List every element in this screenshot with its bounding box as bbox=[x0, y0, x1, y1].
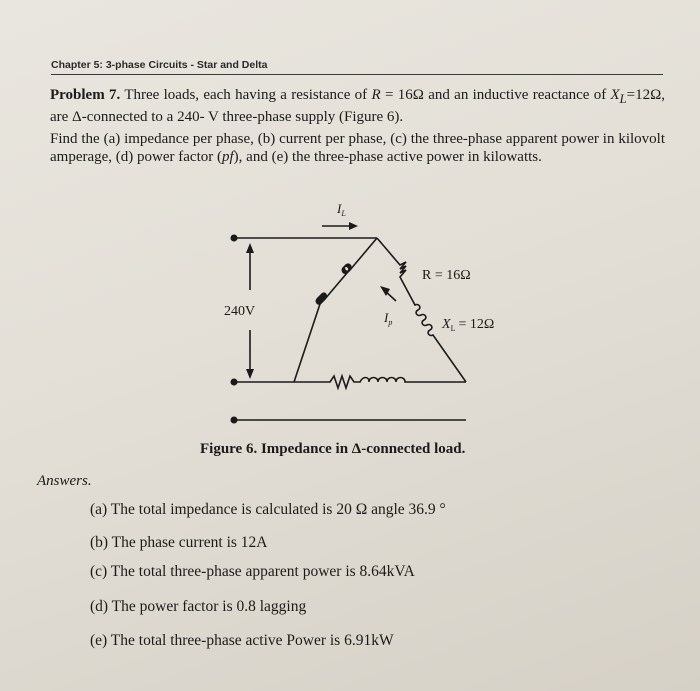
answer-a: (a) The total impedance is calculated is 20 Ω angle 36.9 ° bbox=[90, 501, 446, 518]
r-label: R = 16Ω bbox=[422, 268, 471, 283]
problem-text-1: Three loads, each having a resistance of bbox=[124, 87, 368, 103]
chapter-header: Chapter 5: 3-phase Circuits - Star and Delta bbox=[51, 59, 663, 75]
terminal-middle bbox=[231, 379, 238, 386]
answer-d: (d) The power factor is 0.8 lagging bbox=[90, 598, 307, 615]
answer-c: (c) The total three-phase apparent power is 8.64kVA bbox=[90, 563, 415, 580]
il-arrowhead bbox=[349, 222, 358, 230]
problem-text-2: and an inductive reactance of bbox=[428, 87, 607, 103]
answer-e: (e) The total three-phase active Power is 6.91kW bbox=[90, 632, 394, 649]
r-value: = 16Ω bbox=[384, 87, 424, 103]
xl-subscript: L bbox=[619, 92, 627, 106]
delta-circuit-diagram bbox=[210, 195, 510, 435]
left-branch bbox=[294, 238, 377, 382]
terminal-top bbox=[231, 235, 238, 242]
voltage-arrowhead-down bbox=[246, 369, 254, 379]
bottom-branch bbox=[294, 376, 466, 388]
right-branch bbox=[377, 238, 466, 382]
voltage-label: 240V bbox=[224, 304, 256, 319]
xl-value: =12Ω bbox=[626, 87, 662, 103]
r-symbol: R bbox=[371, 87, 381, 103]
answers-label: Answers. bbox=[37, 473, 92, 489]
problem-text-3: , are Δ-connected to a 240- V three-phase supply (Figure 6). bbox=[50, 87, 665, 125]
problem-statement bbox=[50, 86, 665, 170]
find-text-1: Find the (a) impedance per phase, (b) current per phase, (c) the three-phase apparent power in kilovolt amperage, (d) power factor ( bbox=[50, 131, 665, 165]
terminal-bottom bbox=[231, 417, 238, 424]
figure-caption: Figure 6. Impedance in Δ-connected load. bbox=[200, 441, 466, 457]
xl-symbol: X bbox=[610, 87, 620, 103]
xl-label: $X_L = 12\Omega$ bbox=[442, 317, 495, 333]
find-text-2: ), and (e) the three-phase active power in kilowatts. bbox=[233, 149, 542, 165]
voltage-arrowhead-up bbox=[246, 243, 254, 253]
pf-symbol: pf bbox=[222, 149, 234, 165]
answer-b: (b) The phase current is 12A bbox=[90, 534, 268, 551]
problem-label: Problem 7. bbox=[50, 87, 121, 103]
ip-label: $I_p$ bbox=[384, 310, 393, 327]
il-label: $I_L$ bbox=[337, 201, 346, 218]
problem-paragraph-2 bbox=[50, 130, 665, 166]
problem-paragraph-1 bbox=[50, 86, 665, 126]
